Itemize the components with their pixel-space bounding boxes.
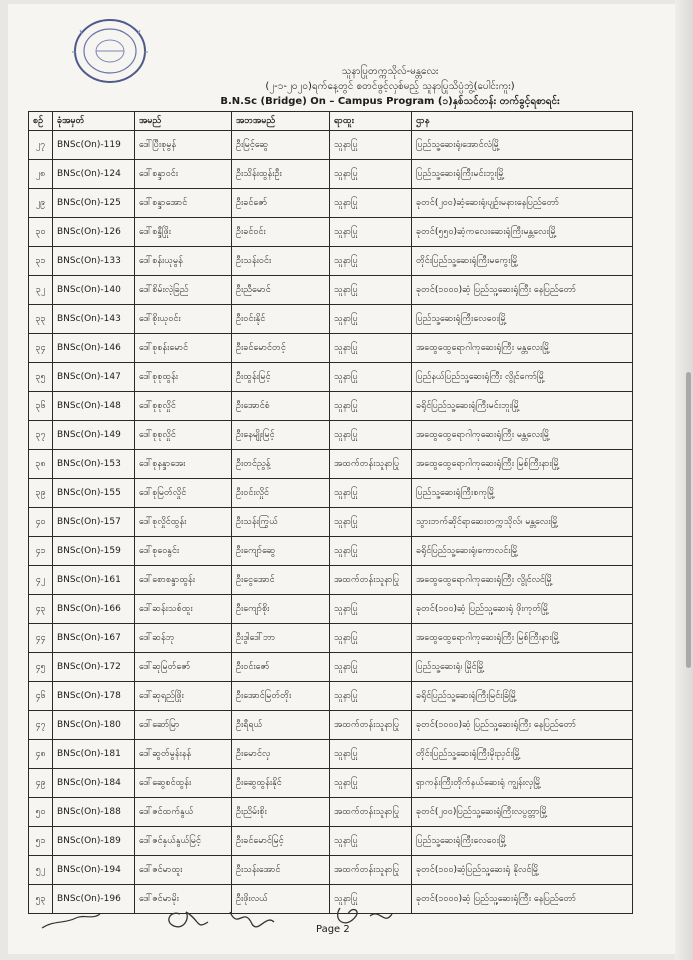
table-cell: ဦးဝင်းလှိုင်: [232, 479, 330, 508]
table-cell: ၅၁: [29, 827, 53, 856]
table-cell: ဦးညိမ်းစိုး: [232, 798, 330, 827]
table-row: [29, 363, 633, 392]
table-cell: ၄၀: [29, 508, 53, 537]
table-cell: ဒေါ်စန်းယုမွန်: [135, 247, 232, 276]
table-cell: သူနာပြု: [330, 392, 412, 421]
table-cell: ၃၆: [29, 392, 53, 421]
table-cell: ဦးဝင်းနိုင်: [232, 305, 330, 334]
table-cell: ဦးဒွါဒေါ်ဘာ: [232, 624, 330, 653]
table-row: [29, 566, 633, 595]
table-cell: BNSc(On)-172: [53, 653, 135, 682]
table-cell: ၅၂: [29, 856, 53, 885]
table-row: [29, 827, 633, 856]
table-cell: အထွေထွေရောဂါကုဆေးရုံကြီး မြစ်ကြီးနားမြို့: [412, 624, 633, 653]
table-cell: ဒေါ်ဇင်ထက်နွယ်: [135, 798, 232, 827]
table-cell: ဒေါ်ပြီးစုမွန်: [135, 131, 232, 160]
table-cell: ဦးသိန်းထွန်းဦး: [232, 160, 330, 189]
table-cell: ပြည်သူ့ဆေးရုံကြီးစကုမြို့: [412, 479, 633, 508]
table-cell: BNSc(On)-143: [53, 305, 135, 334]
table-cell: အထွေထွေရောဂါကုဆေးရုံကြီး လွိုင်လင်မြို့: [412, 566, 633, 595]
table-cell: ဦးသန်းဝင်း: [232, 247, 330, 276]
table-cell: ၃၃: [29, 305, 53, 334]
table-body: [29, 131, 633, 914]
table-cell: ၃၄: [29, 334, 53, 363]
table-cell: ဒေါ်စန္ဒာအောင်: [135, 189, 232, 218]
table-cell: သူနာပြု: [330, 653, 412, 682]
table-cell: တိုင်းပြည်သူ့ဆေးရုံကြီးမိုးညှင်းမြို့: [412, 740, 633, 769]
table-cell: BNSc(On)-184: [53, 769, 135, 798]
table-cell: သူနာပြု: [330, 624, 412, 653]
table-row: [29, 276, 633, 305]
table-cell: ဦးထွန်းမြင့်: [232, 363, 330, 392]
table-row: [29, 798, 633, 827]
table-cell: ၂၇: [29, 131, 53, 160]
table-cell: ၂၉: [29, 189, 53, 218]
table-cell: ၃၁: [29, 247, 53, 276]
table-cell: BNSc(On)-166: [53, 595, 135, 624]
table-cell: ခရိုင်ပြည်သူ့ဆေးရုံကြီးမင်းဘူးမြို့: [412, 392, 633, 421]
table-cell: ဒေါ်ဆော်မြာ: [135, 711, 232, 740]
table-cell: ဦးတင်ညွန့်: [232, 450, 330, 479]
table-cell: ဦးဖိုးလယ်: [232, 885, 330, 914]
table-cell: သူနာပြု: [330, 479, 412, 508]
table-cell: BNSc(On)-167: [53, 624, 135, 653]
table-cell: ပြည်သူ့ဆေးရုံ၊ မြိုင်မြို့: [412, 653, 633, 682]
table-cell: ဒေါ်စုစုထွန်း: [135, 363, 232, 392]
table-cell: ဦးရီရယ်: [232, 711, 330, 740]
table-row: [29, 769, 633, 798]
column-header: ခုံအမှတ်: [53, 112, 135, 131]
page-number: Page 2: [316, 924, 350, 935]
table-cell: ဦးဆွေထွန်းနိုင်: [232, 769, 330, 798]
document-header: [150, 64, 630, 109]
table-cell: အထက်တန်းသူနာပြု: [330, 566, 412, 595]
table-cell: BNSc(On)-119: [53, 131, 135, 160]
table-cell: အထက်တန်းသူနာပြု: [330, 450, 412, 479]
table-cell: ဒေါ်စောစန္ဒာထွန်း: [135, 566, 232, 595]
table-cell: ၄၃: [29, 595, 53, 624]
table-cell: ၄၉: [29, 769, 53, 798]
table-cell: သူနာပြု: [330, 218, 412, 247]
table-cell: ၄၈: [29, 740, 53, 769]
table-cell: ၃၅: [29, 363, 53, 392]
signature-marks: [40, 900, 460, 950]
table-cell: BNSc(On)-124: [53, 160, 135, 189]
table-cell: သူနာပြု: [330, 508, 412, 537]
table-cell: သူနာပြု: [330, 537, 412, 566]
table-cell: BNSc(On)-146: [53, 334, 135, 363]
table-cell: သူနာပြု: [330, 682, 412, 711]
table-cell: BNSc(On)-125: [53, 189, 135, 218]
column-header: အဘအမည်: [232, 112, 330, 131]
table-cell: သွားဘက်ဆိုင်ရာဆေးတက္ကသိုလ်၊ မန္တလေးမြို့: [412, 508, 633, 537]
table-cell: သူနာပြု: [330, 276, 412, 305]
table-cell: သူနာပြု: [330, 305, 412, 334]
table-cell: ဦးကျော်ဆွေ: [232, 537, 330, 566]
table-row: [29, 421, 633, 450]
table-cell: ဒေါ်စုစုလှိုင်: [135, 421, 232, 450]
table-cell: ဒေါ်စိုးယုဝင်း: [135, 305, 232, 334]
table-cell: ဦးညီမောင်: [232, 276, 330, 305]
table-cell: ဦးခင်မောင်မြင့်: [232, 827, 330, 856]
table-row: [29, 131, 633, 160]
table-cell: ၅၃: [29, 885, 53, 914]
table-cell: ခုတင်(၁၀၀)ဆံ့ ပြည်သူ့ဆေးရုံ ဖိုးကုတ်မြို့: [412, 595, 633, 624]
table-cell: BNSc(On)-189: [53, 827, 135, 856]
table-cell: ခုတင်(၅၅၀)ဆံ့ကလေးဆေးရုံကြီးမန္တလေးမြို့: [412, 218, 633, 247]
table-cell: ဦးအောင်မြတ်တိုး: [232, 682, 330, 711]
table-cell: BNSc(On)-196: [53, 885, 135, 914]
table-cell: သူနာပြု: [330, 421, 412, 450]
table-cell: BNSc(On)-178: [53, 682, 135, 711]
table-cell: အထက်တန်းသူနာပြု: [330, 798, 412, 827]
table-cell: ဒေါ်စုမြတ်လှိုင်: [135, 479, 232, 508]
header-line-2: (၂-၁-၂၀၂၀)ရက်နေ့တွင် စတင်ဖွင့်လှစ်မည့် သူနာပြုသိပ္ပံဘွဲ့(ပေါင်းကူး): [265, 81, 515, 92]
table-row: [29, 334, 633, 363]
table-cell: ဒေါ်စုလှိုင်ထွန်း: [135, 508, 232, 537]
table-cell: BNSc(On)-149: [53, 421, 135, 450]
table-cell: သူနာပြု: [330, 827, 412, 856]
table-cell: ပြည်သူ့ဆေးရုံ၊အောင်လံမြို့: [412, 131, 633, 160]
table-cell: ၃၈: [29, 450, 53, 479]
candidate-table: [28, 111, 633, 914]
table-cell: သူနာပြု: [330, 247, 412, 276]
table-cell: ခရိုင်ပြည်သူ့ဆေးရုံ၊ကောလင်းမြို့: [412, 537, 633, 566]
table-cell: အထွေထွေရောဂါကုဆေးရုံကြီး မန္တလေးမြို့: [412, 334, 633, 363]
table-cell: ဒေါ်ဆန်းသစ်ထူး: [135, 595, 232, 624]
table-cell: BNSc(On)-153: [53, 450, 135, 479]
table-cell: ၃၀: [29, 218, 53, 247]
table-cell: BNSc(On)-126: [53, 218, 135, 247]
table-cell: သူနာပြု: [330, 769, 412, 798]
table-row: [29, 508, 633, 537]
table-cell: ၂၈: [29, 160, 53, 189]
table-cell: ပြည်သူ့ဆေးရုံကြီးမင်းဘူးမြို့: [412, 160, 633, 189]
table-row: [29, 305, 633, 334]
table-cell: BNSc(On)-140: [53, 276, 135, 305]
table-cell: ဒေါ်စုနန္ဒာအေး: [135, 450, 232, 479]
table-cell: ဦးမြင့်ဆွေ: [232, 131, 330, 160]
table-row: [29, 711, 633, 740]
table-cell: ခုတင်(၂၀၀)ပြည်သူ့ဆေးရုံကြီးလပွတ္တာမြို့: [412, 798, 633, 827]
table-cell: BNSc(On)-194: [53, 856, 135, 885]
table-cell: BNSc(On)-148: [53, 392, 135, 421]
table-cell: ၄၇: [29, 711, 53, 740]
table-cell: ဒေါ်ဇင်မာမိုး: [135, 885, 232, 914]
table-cell: ဒေါ်စုစန်းမောင်: [135, 334, 232, 363]
column-header: အမည်: [135, 112, 232, 131]
table-cell: ဒေါ်ဇင်နှယ်နွယ်မြင့်: [135, 827, 232, 856]
table-cell: ၃၉: [29, 479, 53, 508]
table-cell: အထက်တန်းသူနာပြု: [330, 856, 412, 885]
table-cell: ဒေါ်ဆန်ဘု: [135, 624, 232, 653]
table-row: [29, 682, 633, 711]
table-cell: ဒေါ်စန္ဒီဖြိုး: [135, 218, 232, 247]
table-cell: ဒေါ်ဆွတ်မွန်းနန်: [135, 740, 232, 769]
table-cell: ဒေါ်စုစုလှိုင်: [135, 392, 232, 421]
table-cell: ၄၁: [29, 537, 53, 566]
table-cell: အထက်တန်းသူနာပြု: [330, 711, 412, 740]
table-row: [29, 595, 633, 624]
table-cell: သူနာပြု: [330, 363, 412, 392]
table-row: [29, 160, 633, 189]
header-line-1: သူနာပြုတက္ကသိုလ်-မန္တလေး: [341, 66, 439, 77]
table-cell: ၄၆: [29, 682, 53, 711]
table-cell: သူနာပြု: [330, 885, 412, 914]
table-row: [29, 218, 633, 247]
table-cell: အထွေထွေရောဂါကုဆေးရုံကြီး မန္တလေးမြို့: [412, 421, 633, 450]
table-cell: ၄၄: [29, 624, 53, 653]
table-cell: ခုတင်(၁၀၀၀)ဆံ့ ပြည်သူ့ဆေးရုံကြီး နေပြည်တော်: [412, 885, 633, 914]
table-cell: ဒေါ်စုဝေနွင်း: [135, 537, 232, 566]
official-seal-icon: [66, 14, 150, 86]
table-cell: BNSc(On)-188: [53, 798, 135, 827]
table-cell: ပြည်နယ်ပြည်သူ့ဆေးရုံကြီး လွိုင်ကော်မြို့: [412, 363, 633, 392]
table-cell: ဦးခင်ဝင်း: [232, 218, 330, 247]
table-cell: ဦးနေမျိုးမြင့်: [232, 421, 330, 450]
table-cell: သူနာပြု: [330, 740, 412, 769]
column-header: စဉ်: [29, 112, 53, 131]
table-cell: တိုင်းပြည်သူ့ဆေးရုံကြီးမကွေးမြို့: [412, 247, 633, 276]
table-cell: ဦးငွေအောင်: [232, 566, 330, 595]
table-row: [29, 247, 633, 276]
table-cell: ၃၇: [29, 421, 53, 450]
table-cell: ဦးခင်ဇော်: [232, 189, 330, 218]
table-cell: သူနာပြု: [330, 189, 412, 218]
table-cell: ၄၂: [29, 566, 53, 595]
table-cell: ဒေါ်စန္ဒာဝင်း: [135, 160, 232, 189]
table-cell: BNSc(On)-180: [53, 711, 135, 740]
scrollbar-thumb[interactable]: [686, 372, 691, 668]
table-row: [29, 856, 633, 885]
table-cell: BNSc(On)-159: [53, 537, 135, 566]
table-cell: BNSc(On)-147: [53, 363, 135, 392]
table-cell: BNSc(On)-133: [53, 247, 135, 276]
table-row: [29, 740, 633, 769]
table-cell: သူနာပြု: [330, 334, 412, 363]
table-cell: ခုတင်(၁၀၀)ဆံ့ပြည်သူ့ဆေးရုံ နိုလင်မြို့: [412, 856, 633, 885]
table-cell: ဒေါ်ဆုရည်ဖြိုး: [135, 682, 232, 711]
table-row: [29, 624, 633, 653]
table-cell: BNSc(On)-157: [53, 508, 135, 537]
table-row: [29, 479, 633, 508]
table-cell: BNSc(On)-155: [53, 479, 135, 508]
table-cell: BNSc(On)-161: [53, 566, 135, 595]
table-cell: သူနာပြု: [330, 131, 412, 160]
table-cell: ခုတင်(၁၀၀၀)ဆံ့ ပြည်သူ့ဆေးရုံကြီး နေပြည်တော်: [412, 711, 633, 740]
table-cell: သူနာပြု: [330, 160, 412, 189]
table-cell: အထွေထွေရောဂါကုဆေးရုံကြီး မြစ်ကြီးနားမြို့: [412, 450, 633, 479]
table-cell: ခုတင်(၁၀၀၀)ဆံ့ ပြည်သူ့ဆေးရုံကြီး နေပြည်တော်: [412, 276, 633, 305]
table-row: [29, 537, 633, 566]
table-cell: ၄၅: [29, 653, 53, 682]
table-row: [29, 653, 633, 682]
table-cell: သူနာပြု: [330, 595, 412, 624]
table-cell: ဒေါ်ဆွေစင်ထွန်း: [135, 769, 232, 798]
table-cell: ဦးသန်းအောင်: [232, 856, 330, 885]
table-row: [29, 392, 633, 421]
table-cell: ၅၀: [29, 798, 53, 827]
table-cell: ဦးခင်မောင်တင့်: [232, 334, 330, 363]
table-cell: ဦးမောင်လှ: [232, 740, 330, 769]
table-cell: ရှာကန်းကြီးတိုက်နယ်ဆေးရုံ ကျွန်းလှမြို့: [412, 769, 633, 798]
table-cell: ဒေါ်ဆုမြတ်ဇော်: [135, 653, 232, 682]
column-header: ရာထူး: [330, 112, 412, 131]
table-cell: ဒေါ်ဇင်မာထူး: [135, 856, 232, 885]
table-cell: ပြည်သူ့ဆေးရုံကြီးလေဝေးမြို့: [412, 305, 633, 334]
table-cell: ဦးကျော်စိုး: [232, 595, 330, 624]
table-row: [29, 450, 633, 479]
table-cell: ခရိုင်ပြည်သူ့ဆေးရုံကြီးမြင်းခြံမြို့: [412, 682, 633, 711]
table-cell: ဦးအောင်စံ: [232, 392, 330, 421]
table-cell: ဦးဝင်းဇော်: [232, 653, 330, 682]
table-cell: ခုတင်(၂၀၀)ဆံ့ဆေးရုံ၊ပျဉ်းမနားနေပြည်တော်: [412, 189, 633, 218]
column-header: ဌာန: [412, 112, 633, 131]
table-cell: ပြည်သူ့ဆေးရုံကြီးလေဝေးမြို့: [412, 827, 633, 856]
table-row: [29, 189, 633, 218]
header-line-3: B.N.Sc (Bridge) On – Campus Program (၁)နှစ်သင်တန်း တက်ခွင့်ရစာရင်း: [220, 96, 560, 107]
table-cell: ဒေါ်စိမ်းလဲ့ခြည်: [135, 276, 232, 305]
table-cell: ဦးသန်းကြွယ်: [232, 508, 330, 537]
table-header-row: [29, 112, 633, 131]
table-cell: BNSc(On)-181: [53, 740, 135, 769]
table-cell: ၃၂: [29, 276, 53, 305]
